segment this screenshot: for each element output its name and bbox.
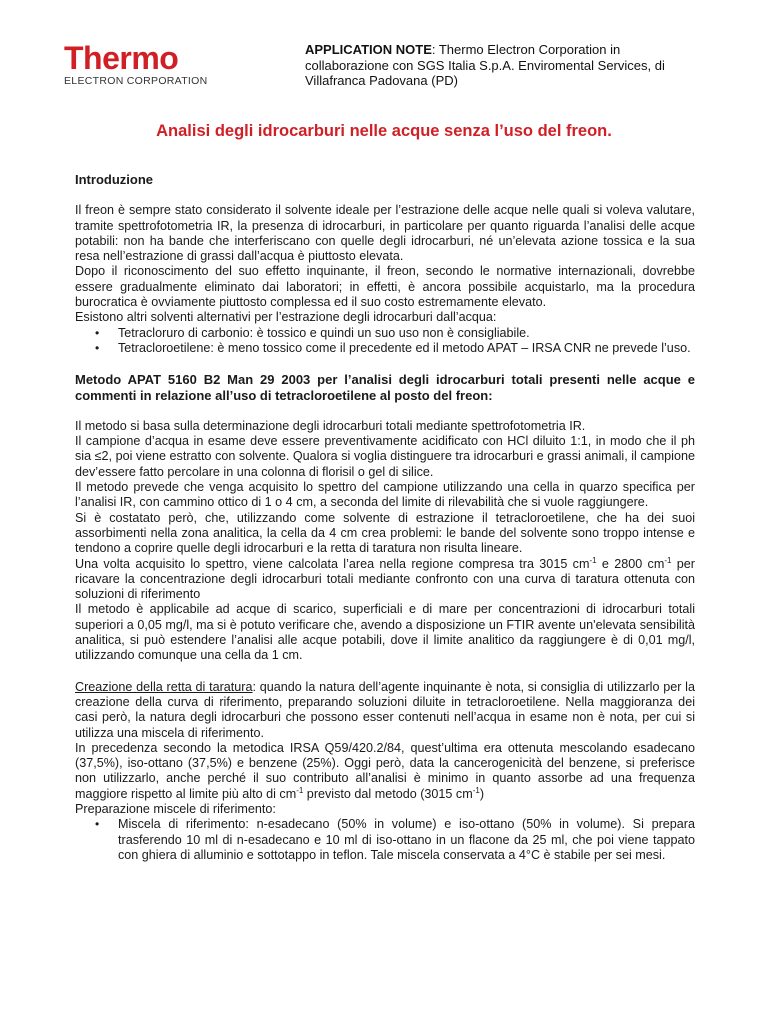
app-note-label: APPLICATION NOTE: [305, 42, 432, 57]
calibration-paragraph-3: Preparazione miscele di riferimento:: [75, 801, 276, 816]
logo-wordmark: Thermo: [64, 40, 179, 76]
bullet-icon: •: [95, 817, 100, 832]
bullet-icon: •: [95, 340, 100, 355]
calibration-label: Creazione della retta di taratura: [75, 679, 253, 694]
list-item: • Tetracloroetilene: è meno tossico come il precedente ed il metodo APAT – IRSA CNR ne prevede l’uso.: [95, 340, 691, 355]
method-paragraph-1: Il metodo si basa sulla determinazione degli idrocarburi totali mediante spettrofotometria IR.: [75, 418, 586, 433]
method-paragraph-3: Il metodo prevede che venga acquisito lo spettro del campione utilizzando una cella in quarzo specifica per l’analisi IR, con cammino ottico di 1 o 4 cm, a seconda del limite di rilevabilità che si vuole raggiungere.: [75, 480, 695, 510]
calibration-paragraph-2: In precedenza secondo la metodica IRSA Q59/420.2/84, quest’ultima era ottenuta mescolando esadecano (37,5%), iso-ottano (37,5%) e benzene (25%). Oggi però, data la cancerogenicità del benzene, si preferisce non utilizzarlo, anche perché il suo contributo all’analisi è minimo in quanto assorbe ad una frequenza maggiore rispetto al limite più alto di $cm^{-1}$ previsto dal metodo (3015 $cm^{-1}$): [75, 740, 695, 801]
calibration-paragraph-1: Creazione della retta di taratura: quando la natura dell’agente inquinante è nota, si consiglia di utilizzarlo per la creazione della curva di riferimento, preparando soluzioni diluite in tetracloroetilene. Nella maggioranza dei casi però, la natura degli idrocarburi che possono esser contenuti nell’acqua in esame non è nota, per cui si utilizza una miscela di riferimento.: [75, 679, 695, 740]
method-paragraph-6: Il metodo è applicabile ad acque di scarico, superficiali e di mare per concentrazioni di idrocarburi totali superiori a 0,05 mg/l, ma si è potuto verificare che, avendo a disposizione un FTIR avente un'elevata sensibilità analitica, si può estendere l’analisi alle acque potabili, dove il limite analitico da raggiungere è di 0,01 mg/l, utilizzando comunque una cella da 1 cm.: [75, 602, 695, 663]
logo-subtitle: ELECTRON CORPORATION: [64, 75, 208, 87]
intro-paragraph-2: Dopo il riconoscimento del suo effetto inquinante, il freon, secondo le normative internazionali, dovrebbe essere gradualmente eliminato dai laboratori; in effetti, è ancora possibile acquistarlo, ma la procedura burocratica è ovviamente piuttosto complessa ed il suo costo estremamente elevato.: [75, 264, 695, 310]
application-note-header: [305, 42, 705, 89]
bullet-icon: •: [95, 325, 100, 340]
method-paragraph-5: Una volta acquisito lo spettro, viene calcolata l’area nella regione compresa tra 3015 $cm^{-1}$ e 2800 $cm^{-1}$ per ricavare la concentrazione degli idrocarburi totali mediante confronto con una curva di taratura ottenuta con soluzioni di riferimento: [75, 555, 695, 602]
method-paragraph-2: Il campione d’acqua in esame deve essere preventivamente acidificato con HCl diluito 1:1, in modo che il ph sia ≤2, poi viene estratto con solvente. Qualora si voglia distinguere tra idrocarburi e grassi animali, il campione dev’essere fatto percolare in una colonna di florisil o gel di silice.: [75, 434, 695, 479]
list-item: • Tetracloruro di carbonio: è tossico e quindi un suo uso non è consigliabile.: [95, 325, 530, 340]
intro-paragraph-3: Esistono altri solventi alternativi per l’estrazione degli idrocarburi dall’acqua:: [75, 310, 497, 325]
thermo-logo: [64, 42, 214, 87]
app-note-text: : Thermo Electron Corporation in collaborazione con SGS Italia S.p.A. Enviromental Services, di Villafranca Padovana (PD): [305, 42, 665, 88]
list-item: • Miscela di riferimento: n-esadecano (50% in volume) e iso-ottano (50% in volume). Si prepara trasferendo 10 ml di n-esadecano e 10 ml di iso-ottano in un flacone da 25 ml, che poi viene tappato con ghiera di alluminio e sottotappo in teflon. Tale miscela conservata a 4°C è stabile per sei mesi.: [95, 817, 695, 862]
intro-paragraph-1: Il freon è sempre stato considerato il solvente ideale per l’estrazione delle acque nelle quali si voleva valutare, tramite spettrofotometria IR, la presenza di idrocarburi, in particolare per quanto riguarda l’analisi delle acque potabili: non ha bande che interferiscano con quelle degli idrocarburi, né un’elevata azione tossica e la sua resa nell’estrazione di grassi dall’acqua è piuttosto elevata.: [75, 203, 695, 264]
reference-mix-list: [75, 817, 695, 863]
method-paragraph-4: Si è costatato però, che, utilizzando come solvente di estrazione il tetracloroetilene, che ha dei suoi assorbimenti nella zona analitica, la cella da 4 cm crea problemi: le bande del solvente sono troppo intense e tendono a coprire quelle degli idrocarburi e la retta di taratura non risulta lineare.: [75, 510, 695, 556]
document-body: [75, 172, 695, 863]
intro-heading: Introduzione: [75, 172, 153, 187]
method-heading: Metodo APAT 5160 B2 Man 29 2003 per l’analisi degli idrocarburi totali presenti nelle acque e commenti in relazione all’uso di tetracloroetilene al posto del freon:: [75, 372, 695, 403]
document-title: Analisi degli idrocarburi nelle acque senza l’uso del freon.: [156, 122, 612, 140]
solvent-list: [75, 326, 695, 357]
